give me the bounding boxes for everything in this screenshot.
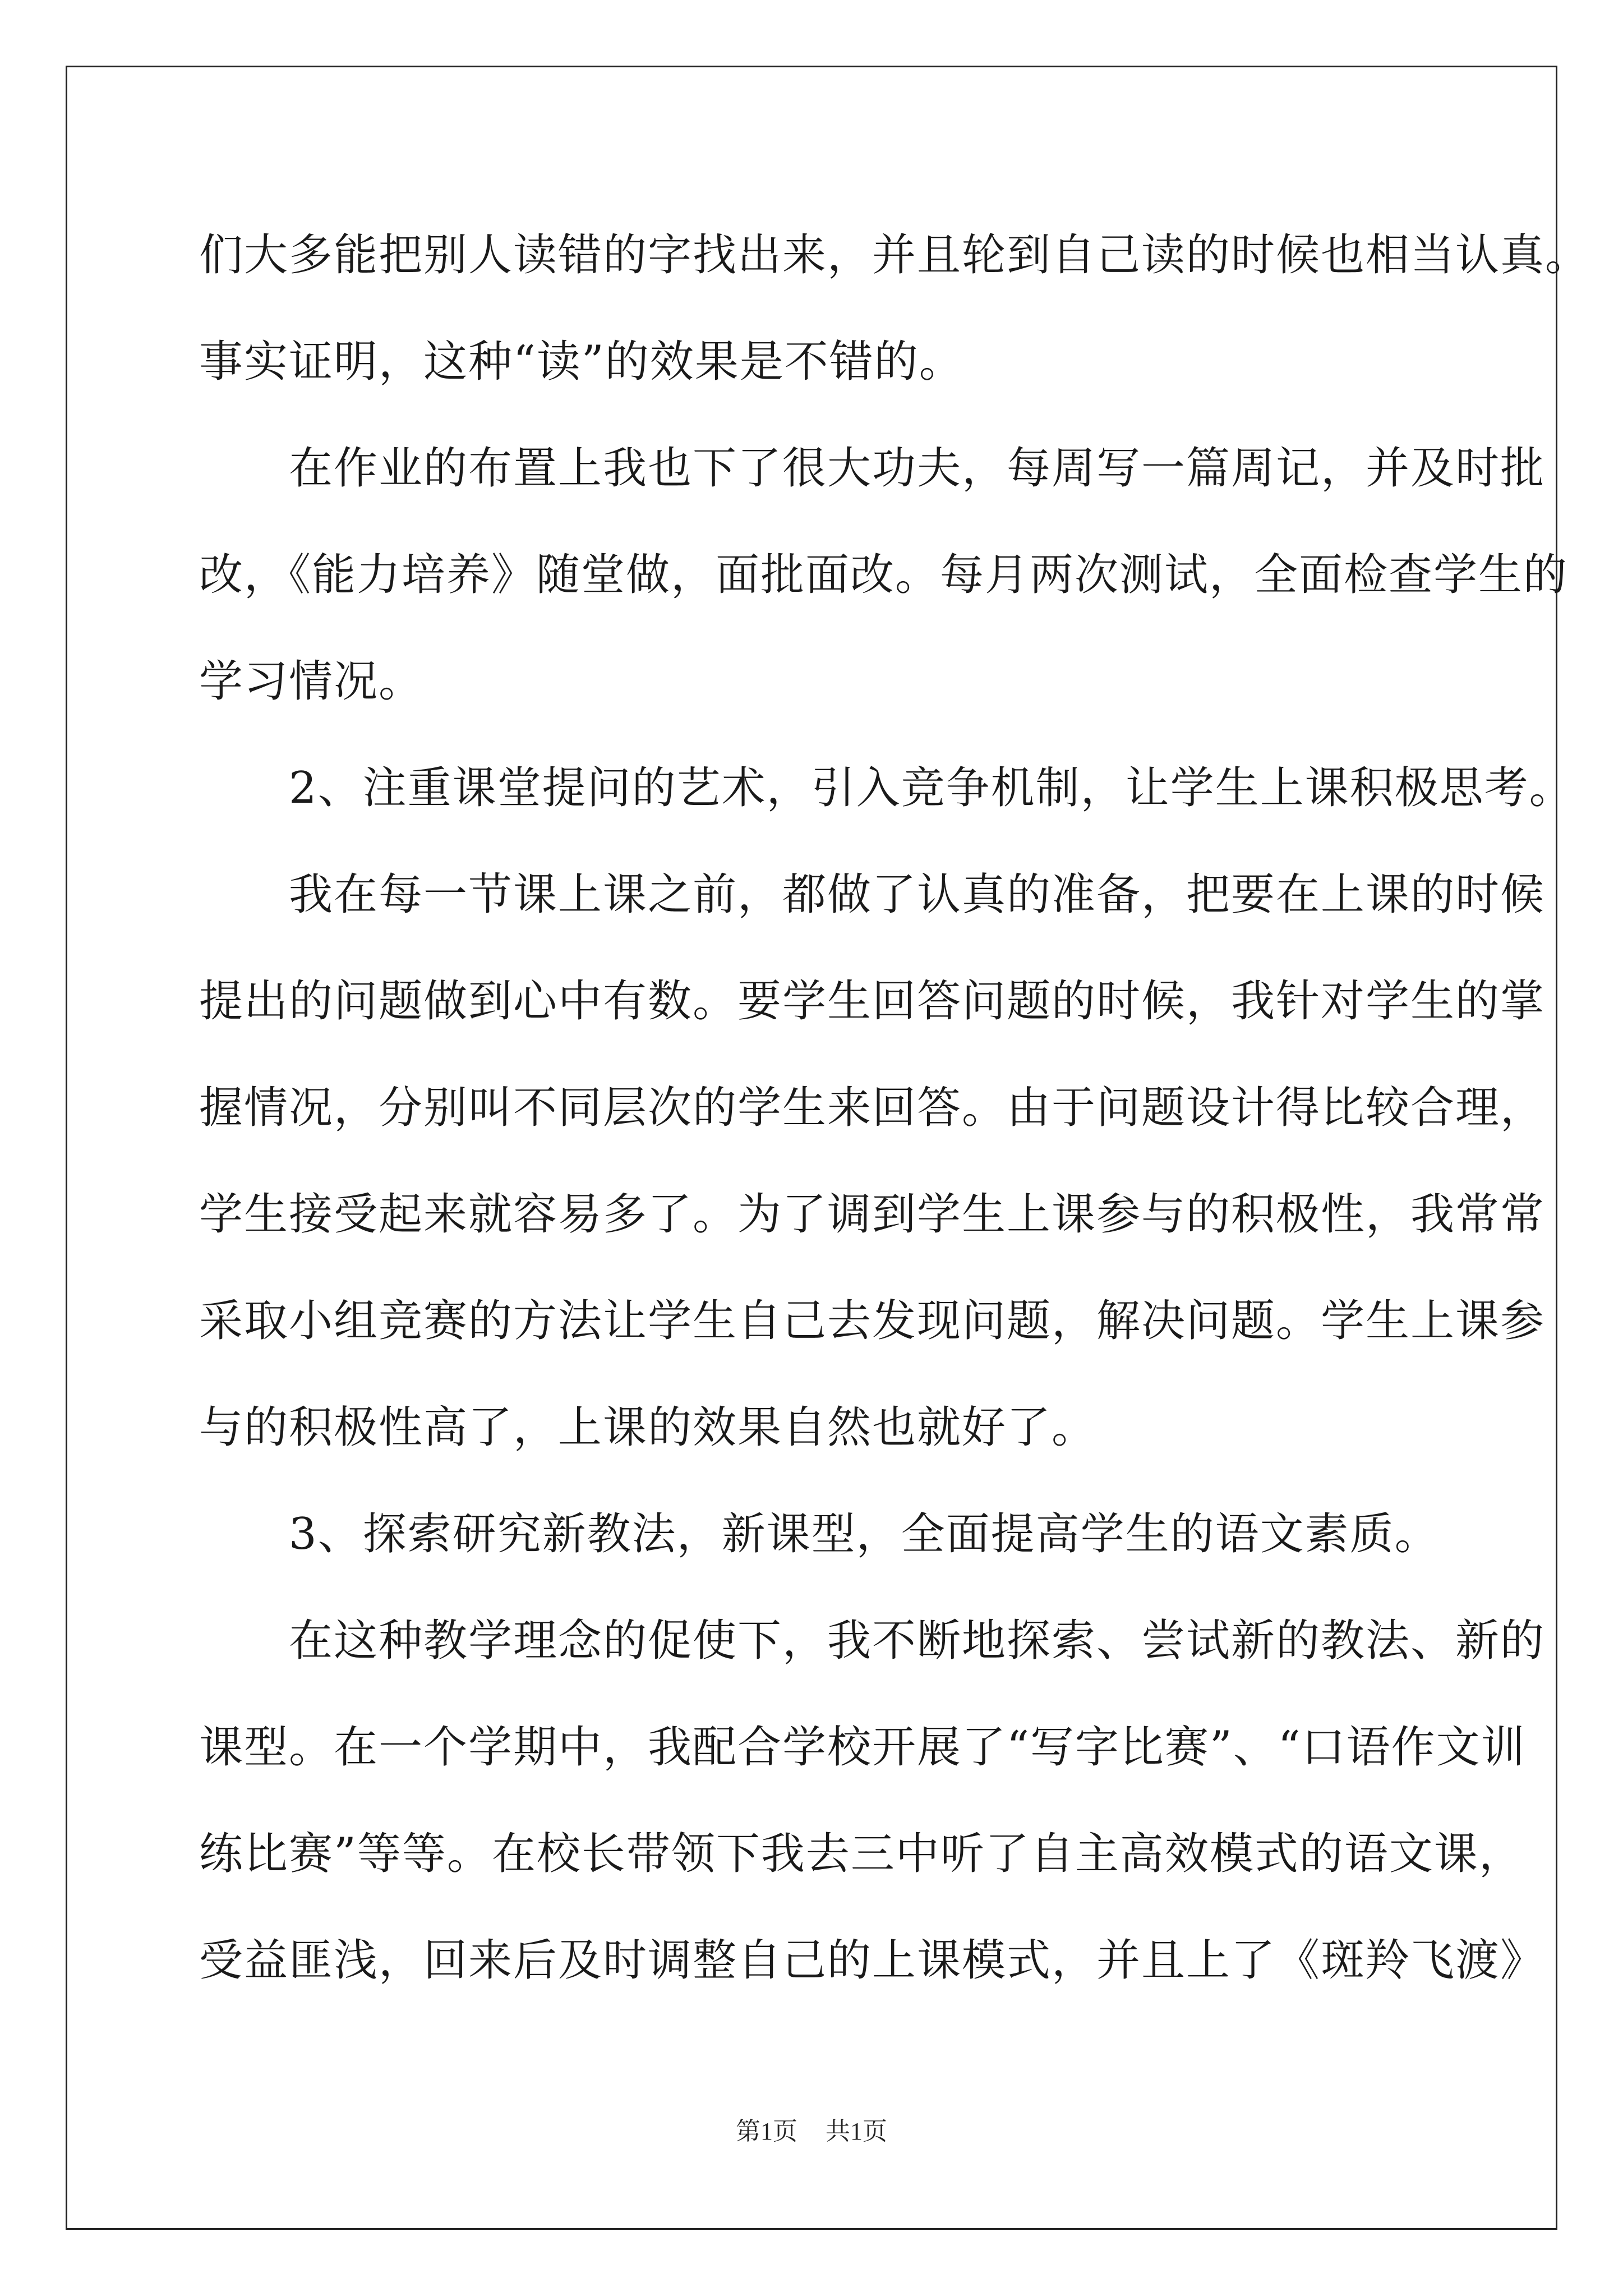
paragraph-start: 在作业的布置上我也下了很大功夫，每周写一篇周记，并及时批 (289, 443, 1546, 494)
text-line: 受益匪浅，回来后及时调整自己的上课模式，并且上了《斑羚飞渡》 (199, 1935, 1546, 1986)
section-heading: 3、探索研究新教法，新课型，全面提高学生的语文素质。 (289, 1509, 1440, 1559)
text-line: 采取小组竞赛的方法让学生自己去发现问题，解决问题。学生上课参 (199, 1296, 1546, 1346)
text-line: 学习情况。 (199, 656, 424, 707)
text-line: 课型。在一个学期中，我配合学校开展了“写字比赛”、“口语作文训 (199, 1722, 1526, 1773)
document-body (199, 202, 1590, 2014)
text-line: 们大多能把别人读错的字找出来，并且轮到自己读的时候也相当认真。 (199, 230, 1590, 280)
page-footer (0, 2115, 1623, 2148)
text-line: 练比赛”等等。在校长带领下我去三中听了自主高效模式的语文课， (199, 1829, 1524, 1879)
text-line: 事实证明，这种“读”的效果是不错的。 (199, 337, 964, 387)
text-line: 改，《能力培养》随堂做，面批面改。每月两次测试，全面检查学生的 (199, 550, 1569, 600)
section-heading: 2、注重课堂提问的艺术，引入竞争机制，让学生上课积极思考。 (289, 763, 1574, 813)
page-number: 第1页 (736, 2118, 797, 2145)
text-line: 学生接受起来就容易多了。为了调到学生上课参与的积极性，我常常 (199, 1189, 1546, 1240)
page-total: 共1页 (826, 2118, 887, 2145)
text-line: 提出的问题做到心中有数。要学生回答问题的时候，我针对学生的掌 (199, 976, 1546, 1027)
paragraph-start: 在这种教学理念的促使下，我不断地探索、尝试新的教法、新的 (289, 1616, 1546, 1666)
paragraph-start: 我在每一节课上课之前，都做了认真的准备，把要在上课的时候 (289, 869, 1546, 920)
text-line: 与的积极性高了，上课的效果自然也就好了。 (199, 1402, 1097, 1453)
text-line: 握情况，分别叫不同层次的学生来回答。由于问题设计得比较合理， (199, 1083, 1546, 1133)
